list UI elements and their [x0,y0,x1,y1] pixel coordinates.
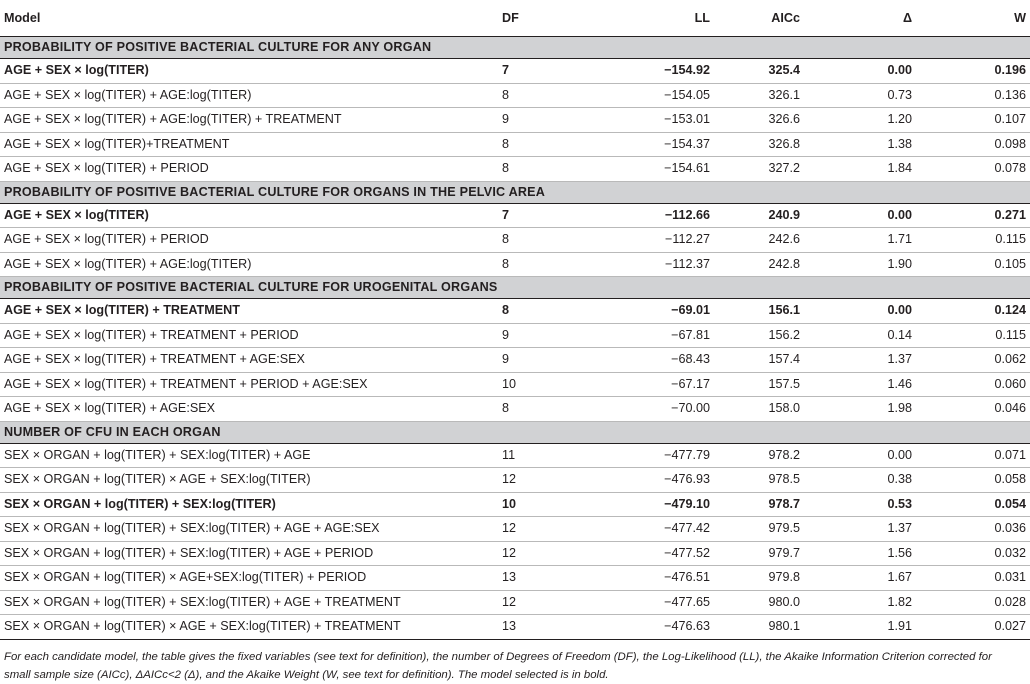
cell-w: 0.027 [912,615,1030,640]
cell-df: 8 [496,299,586,324]
cell-ll: −70.00 [586,397,710,422]
cell-model: AGE + SEX × log(TITER) + TREATMENT + PERIOD [0,323,496,348]
cell-delta: 1.46 [800,372,912,397]
cell-w: 0.078 [912,157,1030,182]
cell-ll: −477.52 [586,541,710,566]
cell-delta: 0.00 [800,443,912,468]
cell-w: 0.124 [912,299,1030,324]
cell-model: AGE + SEX × log(TITER) [0,59,496,84]
cell-delta: 1.71 [800,228,912,253]
cell-w: 0.031 [912,566,1030,591]
cell-ll: −154.61 [586,157,710,182]
cell-df: 10 [496,492,586,517]
cell-w: 0.060 [912,372,1030,397]
cell-aicc: 978.5 [710,468,800,493]
cell-w: 0.098 [912,132,1030,157]
table-row [0,615,1030,640]
table-row [0,59,1030,84]
cell-model: SEX × ORGAN + log(TITER) + SEX:log(TITER) + AGE [0,443,496,468]
cell-df: 8 [496,132,586,157]
cell-aicc: 157.5 [710,372,800,397]
cell-ll: −112.27 [586,228,710,253]
cell-df: 8 [496,157,586,182]
table-row [0,299,1030,324]
cell-model: SEX × ORGAN + log(TITER) × AGE+SEX:log(TITER) + PERIOD [0,566,496,591]
cell-df: 8 [496,83,586,108]
cell-ll: −476.93 [586,468,710,493]
cell-model: AGE + SEX × log(TITER) + PERIOD [0,228,496,253]
cell-df: 10 [496,372,586,397]
cell-model: SEX × ORGAN + log(TITER) + SEX:log(TITER) + AGE + AGE:SEX [0,517,496,542]
table-row [0,228,1030,253]
cell-df: 12 [496,468,586,493]
table-row [0,83,1030,108]
section-title: NUMBER OF CFU IN EACH ORGAN [0,421,1030,443]
cell-delta: 1.37 [800,517,912,542]
table-row [0,132,1030,157]
cell-model: AGE + SEX × log(TITER) + TREATMENT + AGE:SEX [0,348,496,373]
cell-ll: −67.81 [586,323,710,348]
cell-delta: 0.00 [800,299,912,324]
cell-delta: 1.37 [800,348,912,373]
cell-ll: −476.63 [586,615,710,640]
cell-delta: 1.38 [800,132,912,157]
section-title: PROBABILITY OF POSITIVE BACTERIAL CULTURE FOR ORGANS IN THE PELVIC AREA [0,181,1030,203]
table-row [0,323,1030,348]
table-row [0,372,1030,397]
cell-delta: 0.73 [800,83,912,108]
table-footnote: For each candidate model, the table gives the fixed variables (see text for definition), the number of Degrees of Freedom (DF), the Log-Likelihood (LL), the Akaike Information Criterion corrected for small sample size (AICc), ΔAICc<2 (Δ), and the Akaike Weight (W, see text for definition). The model selected is in bold. [4,651,992,681]
cell-df: 9 [496,108,586,133]
cell-ll: −479.10 [586,492,710,517]
cell-ll: −477.42 [586,517,710,542]
cell-aicc: 326.6 [710,108,800,133]
cell-df: 7 [496,59,586,84]
cell-model: AGE + SEX × log(TITER) + AGE:SEX [0,397,496,422]
cell-model: AGE + SEX × log(TITER) + AGE:log(TITER) + TREATMENT [0,108,496,133]
cell-df: 8 [496,397,586,422]
cell-df: 8 [496,228,586,253]
cell-aicc: 979.8 [710,566,800,591]
cell-df: 13 [496,566,586,591]
cell-df: 8 [496,252,586,277]
cell-w: 0.107 [912,108,1030,133]
cell-model: SEX × ORGAN + log(TITER) × AGE + SEX:log(TITER) [0,468,496,493]
cell-ll: −154.92 [586,59,710,84]
cell-model: AGE + SEX × log(TITER) + AGE:log(TITER) [0,252,496,277]
header-w: W [912,0,1030,37]
table-row [0,252,1030,277]
cell-w: 0.058 [912,468,1030,493]
cell-aicc: 156.1 [710,299,800,324]
cell-model: SEX × ORGAN + log(TITER) + SEX:log(TITER) [0,492,496,517]
cell-ll: −68.43 [586,348,710,373]
cell-delta: 1.90 [800,252,912,277]
cell-ll: −477.79 [586,443,710,468]
cell-df: 11 [496,443,586,468]
header-aicc: AICc [710,0,800,37]
cell-model: AGE + SEX × log(TITER) + PERIOD [0,157,496,182]
cell-model: AGE + SEX × log(TITER) + TREATMENT + PERIOD + AGE:SEX [0,372,496,397]
table-row [0,397,1030,422]
cell-ll: −67.17 [586,372,710,397]
cell-delta: 0.38 [800,468,912,493]
cell-aicc: 979.5 [710,517,800,542]
header-ll: LL [586,0,710,37]
table-row [0,108,1030,133]
section-title: PROBABILITY OF POSITIVE BACTERIAL CULTURE FOR UROGENITAL ORGANS [0,277,1030,299]
cell-w: 0.046 [912,397,1030,422]
cell-aicc: 157.4 [710,348,800,373]
cell-w: 0.032 [912,541,1030,566]
cell-delta: 0.53 [800,492,912,517]
table-row [0,157,1030,182]
cell-df: 9 [496,323,586,348]
cell-ll: −154.37 [586,132,710,157]
cell-aicc: 978.2 [710,443,800,468]
cell-w: 0.071 [912,443,1030,468]
cell-w: 0.136 [912,83,1030,108]
cell-w: 0.036 [912,517,1030,542]
cell-delta: 0.00 [800,59,912,84]
header-delta: Δ [800,0,912,37]
cell-df: 7 [496,203,586,228]
cell-aicc: 978.7 [710,492,800,517]
cell-w: 0.271 [912,203,1030,228]
table-row [0,541,1030,566]
cell-ll: −112.37 [586,252,710,277]
section-header [0,277,1030,299]
cell-ll: −476.51 [586,566,710,591]
table-header-row [0,0,1030,37]
cell-ll: −154.05 [586,83,710,108]
table-row [0,517,1030,542]
cell-model: SEX × ORGAN + log(TITER) + SEX:log(TITER) + AGE + PERIOD [0,541,496,566]
cell-aicc: 980.0 [710,590,800,615]
cell-df: 12 [496,590,586,615]
cell-ll: −153.01 [586,108,710,133]
cell-aicc: 980.1 [710,615,800,640]
cell-model: SEX × ORGAN + log(TITER) × AGE + SEX:log(TITER) + TREATMENT [0,615,496,640]
cell-aicc: 327.2 [710,157,800,182]
cell-model: SEX × ORGAN + log(TITER) + SEX:log(TITER) + AGE + TREATMENT [0,590,496,615]
section-header [0,37,1030,59]
section-header [0,421,1030,443]
cell-w: 0.054 [912,492,1030,517]
cell-delta: 1.20 [800,108,912,133]
cell-aicc: 240.9 [710,203,800,228]
cell-w: 0.115 [912,323,1030,348]
cell-df: 13 [496,615,586,640]
cell-aicc: 979.7 [710,541,800,566]
cell-aicc: 242.6 [710,228,800,253]
header-model: Model [0,0,496,37]
cell-delta: 1.91 [800,615,912,640]
cell-ll: −477.65 [586,590,710,615]
header-df: DF [496,0,586,37]
table-row [0,468,1030,493]
cell-w: 0.062 [912,348,1030,373]
section-header [0,181,1030,203]
cell-w: 0.115 [912,228,1030,253]
cell-model: AGE + SEX × log(TITER) + TREATMENT [0,299,496,324]
cell-delta: 1.67 [800,566,912,591]
cell-delta: 0.00 [800,203,912,228]
cell-delta: 1.56 [800,541,912,566]
cell-w: 0.028 [912,590,1030,615]
table-row [0,566,1030,591]
table-row [0,590,1030,615]
cell-aicc: 326.8 [710,132,800,157]
table-row [0,348,1030,373]
cell-aicc: 156.2 [710,323,800,348]
cell-aicc: 158.0 [710,397,800,422]
cell-w: 0.196 [912,59,1030,84]
table-row [0,203,1030,228]
cell-ll: −112.66 [586,203,710,228]
cell-model: AGE + SEX × log(TITER) + AGE:log(TITER) [0,83,496,108]
cell-delta: 0.14 [800,323,912,348]
table-row [0,492,1030,517]
cell-delta: 1.84 [800,157,912,182]
cell-df: 9 [496,348,586,373]
cell-aicc: 325.4 [710,59,800,84]
cell-df: 12 [496,541,586,566]
table-row [0,443,1030,468]
cell-w: 0.105 [912,252,1030,277]
cell-ll: −69.01 [586,299,710,324]
cell-model: AGE + SEX × log(TITER)+TREATMENT [0,132,496,157]
cell-delta: 1.82 [800,590,912,615]
cell-aicc: 326.1 [710,83,800,108]
table-body [0,37,1030,640]
cell-df: 12 [496,517,586,542]
cell-delta: 1.98 [800,397,912,422]
cell-aicc: 242.8 [710,252,800,277]
section-title: PROBABILITY OF POSITIVE BACTERIAL CULTURE FOR ANY ORGAN [0,37,1030,59]
cell-model: AGE + SEX × log(TITER) [0,203,496,228]
